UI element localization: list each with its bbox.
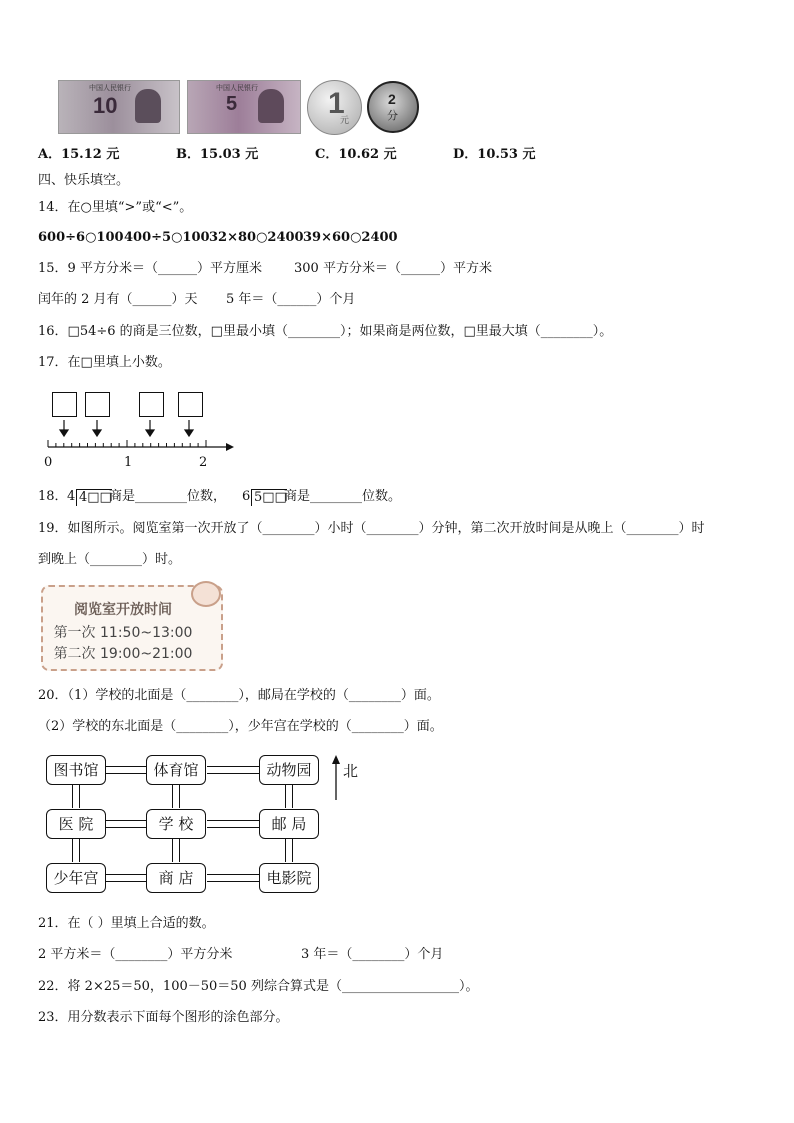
map-node-school: 学 校 (146, 809, 206, 839)
road (172, 784, 180, 808)
two-fen-coin-value: 2 (388, 91, 396, 107)
long-division-dividend: 5□□ (251, 489, 287, 506)
question-20-line2: （2）学校的东北面是（________），少年宫在学校的（________）面。 (38, 719, 443, 734)
question-19-line2: 到晚上（________）时。 (38, 552, 182, 567)
question-18-number: 18． (38, 489, 68, 504)
road (285, 784, 293, 808)
question-21-b: 3 年＝（________）个月 (301, 947, 444, 962)
ten-yuan-bill-header: 中国人民银行 (89, 84, 131, 92)
question-14-item: 39×60○2400 (303, 230, 398, 245)
two-fen-coin-unit: 分 (387, 109, 398, 122)
question-22: 22．将 2×25＝50，100－50＝50 列综合算式是（__________________）。 (38, 979, 479, 994)
opening-hours-card (41, 585, 223, 671)
option-a[interactable]: A．15.12 元 (38, 147, 120, 162)
ten-yuan-bill-image (58, 80, 180, 134)
question-23: 23．用分数表示下面每个图形的涂色部分。 (38, 1010, 289, 1025)
option-b[interactable]: B．15.03 元 (176, 147, 259, 162)
number-line-label: 1 (124, 455, 133, 470)
card-row-first: 第一次 11:50~13:00 (53, 625, 193, 641)
divisor: 4 (67, 489, 76, 504)
question-15-line2a: 闰年的 2 月有（______）天 (38, 292, 198, 307)
question-20-line1: 20．（1）学校的北面是（________），邮局在学校的（________）面。 (38, 688, 440, 703)
camera-icon (191, 581, 221, 607)
long-division-dividend: 4□□ (76, 489, 112, 506)
portrait-icon (258, 89, 284, 123)
question-18-text1: 商是________位数， (109, 489, 227, 504)
two-fen-coin-image (367, 81, 419, 133)
road (72, 784, 80, 808)
one-yuan-coin-unit: 元 (340, 116, 350, 126)
five-yuan-bill-header: 中国人民银行 (216, 84, 258, 92)
question-14-item: 32×80○2400 (209, 230, 304, 245)
question-21-stem: 21．在（ ）里填上合适的数。 (38, 916, 215, 931)
card-title: 阅览室开放时间 (74, 602, 172, 618)
question-17-stem: 17．在□里填上小数。 (38, 355, 171, 370)
number-line (40, 418, 240, 458)
north-arrow-icon (330, 754, 342, 802)
road (106, 766, 146, 774)
answer-box[interactable] (178, 392, 203, 417)
portrait-icon (135, 89, 161, 123)
question-15-line1a: 15．9 平方分米＝（______）平方厘米 (38, 261, 262, 276)
road (207, 766, 259, 774)
five-yuan-bill-value: 5 (226, 93, 238, 115)
road (285, 838, 293, 862)
question-18-text2: 商是________位数。 (284, 489, 402, 504)
number-line-label: 2 (199, 455, 208, 470)
road (72, 838, 80, 862)
road (172, 838, 180, 862)
map-node-shop: 商 店 (146, 863, 206, 893)
road (207, 874, 259, 882)
road (207, 820, 259, 828)
answer-box[interactable] (85, 392, 110, 417)
question-14-item: 400÷5○100 (124, 230, 210, 245)
map-node-gym: 体育馆 (146, 755, 206, 785)
one-yuan-coin-value: 1 (328, 87, 345, 120)
ten-yuan-bill-value: 10 (93, 93, 118, 118)
question-15-line2b: 5 年＝（______）个月 (226, 292, 356, 307)
option-c[interactable]: C．10.62 元 (315, 147, 397, 162)
question-14-item: 600÷6○100 (38, 230, 124, 245)
map-node-hospital: 医 院 (46, 809, 106, 839)
map-node-cinema: 电影院 (259, 863, 319, 893)
one-yuan-coin-image (307, 80, 362, 135)
question-14-stem: 14．在○里填“>”或“<”。 (38, 200, 193, 215)
north-label: 北 (343, 762, 359, 780)
road (106, 874, 146, 882)
answer-box[interactable] (139, 392, 164, 417)
card-row-second: 第二次 19:00~21:00 (53, 646, 193, 662)
section-heading: 四、快乐填空。 (38, 173, 130, 188)
number-line-label: 0 (44, 455, 53, 470)
question-15-line1b: 300 平方分米＝（______）平方米 (294, 261, 492, 276)
five-yuan-bill-image (187, 80, 301, 134)
question-21-a: 2 平方米＝（________）平方分米 (38, 947, 233, 962)
divisor: 6 (242, 489, 251, 504)
map-node-zoo: 动物园 (259, 755, 319, 785)
option-d[interactable]: D．10.53 元 (453, 147, 536, 162)
map-node-post-office: 邮 局 (259, 809, 319, 839)
question-16: 16．□54÷6 的商是三位数，□里最小填（________）；如果商是两位数，□里最大填（________）。 (38, 324, 613, 339)
question-19-line1: 19．如图所示。阅览室第一次开放了（________）小时（________）分钟，第二次开放时间是从晚上（________）时 (38, 521, 705, 536)
map-node-youth-palace: 少年宫 (46, 863, 106, 893)
road (106, 820, 146, 828)
map-node-library: 图书馆 (46, 755, 106, 785)
answer-box[interactable] (52, 392, 77, 417)
